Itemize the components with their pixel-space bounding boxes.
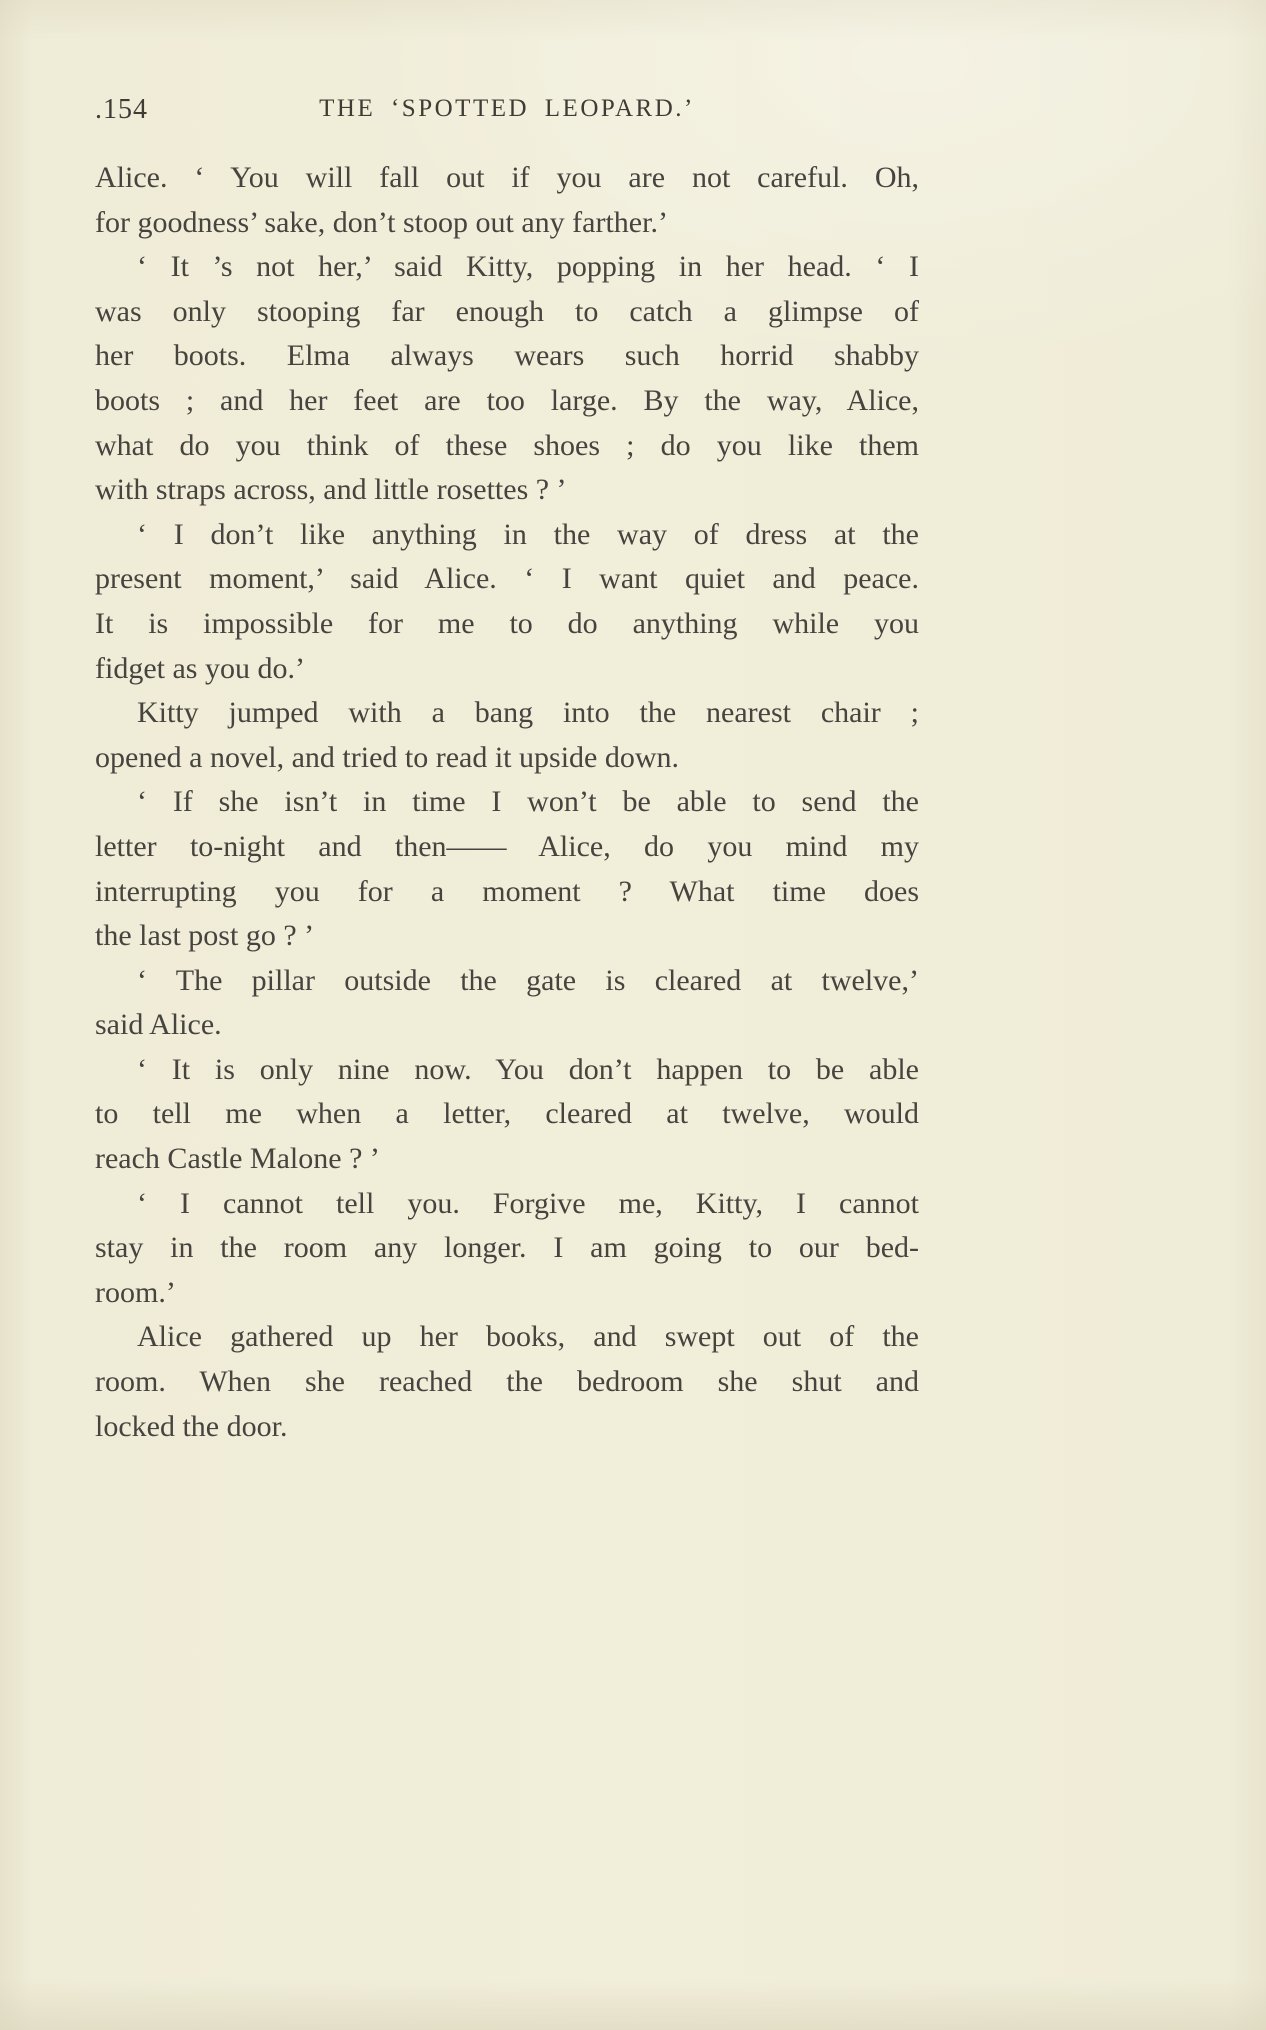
- text-line: the last post go ? ’: [95, 919, 315, 953]
- paragraph: [95, 1182, 919, 1316]
- paragraph: [95, 780, 919, 958]
- text-block: [95, 156, 919, 1449]
- text-line: opened a novel, and tried to read it upside down.: [95, 740, 680, 774]
- text-line: fidget as you do.’: [95, 651, 305, 685]
- page-header: [95, 90, 919, 130]
- paragraph: [95, 959, 919, 1048]
- text-line: locked the door.: [95, 1409, 288, 1443]
- text-line: her boots. Elma always wears such horrid shabby: [95, 339, 919, 373]
- text-line: said Alice.: [95, 1008, 222, 1042]
- text-line: ‘ I cannot tell you. Forgive me, Kitty, I cannot: [137, 1186, 919, 1220]
- paragraph: [95, 513, 919, 691]
- text-line: ‘ I don’t like anything in the way of dress at the: [137, 517, 919, 551]
- paragraph: [95, 245, 919, 513]
- paragraph: [95, 156, 919, 245]
- text-line: ‘ It ’s not her,’ said Kitty, popping in her head. ‘ I: [137, 250, 919, 284]
- text-line: Alice gathered up her books, and swept out of the: [137, 1320, 919, 1354]
- text-line: It is impossible for me to do anything while you: [95, 606, 919, 640]
- page-number: .154: [95, 94, 148, 125]
- text-line: with straps across, and little rosettes ? ’: [95, 473, 567, 507]
- text-line: stay in the room any longer. I am going to our bed-: [95, 1231, 919, 1265]
- text-line: ‘ The pillar outside the gate is cleared at twelve,’: [137, 963, 919, 997]
- text-line: ‘ It is only nine now. You don’t happen to be able: [137, 1052, 919, 1086]
- text-line: to tell me when a letter, cleared at twelve, would: [95, 1097, 919, 1131]
- text-line: was only stooping far enough to catch a glimpse of: [95, 294, 919, 328]
- text-line: reach Castle Malone ? ’: [95, 1142, 380, 1176]
- text-line: present moment,’ said Alice. ‘ I want quiet and peace.: [95, 562, 919, 596]
- paragraph: [95, 1048, 919, 1182]
- text-line: what do you think of these shoes ; do you like them: [95, 428, 919, 462]
- text-line: room.’: [95, 1275, 176, 1309]
- text-line: for goodness’ sake, don’t stoop out any farther.’: [95, 205, 668, 239]
- paragraph: [95, 691, 919, 780]
- text-line: letter to-night and then—— Alice, do you mind my: [95, 829, 919, 863]
- text-line: ‘ If she isn’t in time I won’t be able to send the: [137, 785, 919, 819]
- running-title: THE ‘SPOTTED LEOPARD.’: [319, 95, 695, 122]
- text-line: Alice. ‘ You will fall out if you are not careful. Oh,: [95, 161, 919, 194]
- paragraph: [95, 1315, 919, 1449]
- text-line: boots ; and her feet are too large. By the way, Alice,: [95, 383, 919, 417]
- text-line: interrupting you for a moment ? What time does: [95, 874, 919, 908]
- text-line: Kitty jumped with a bang into the nearest chair ;: [137, 696, 919, 730]
- text-line: room. When she reached the bedroom she shut and: [95, 1365, 919, 1399]
